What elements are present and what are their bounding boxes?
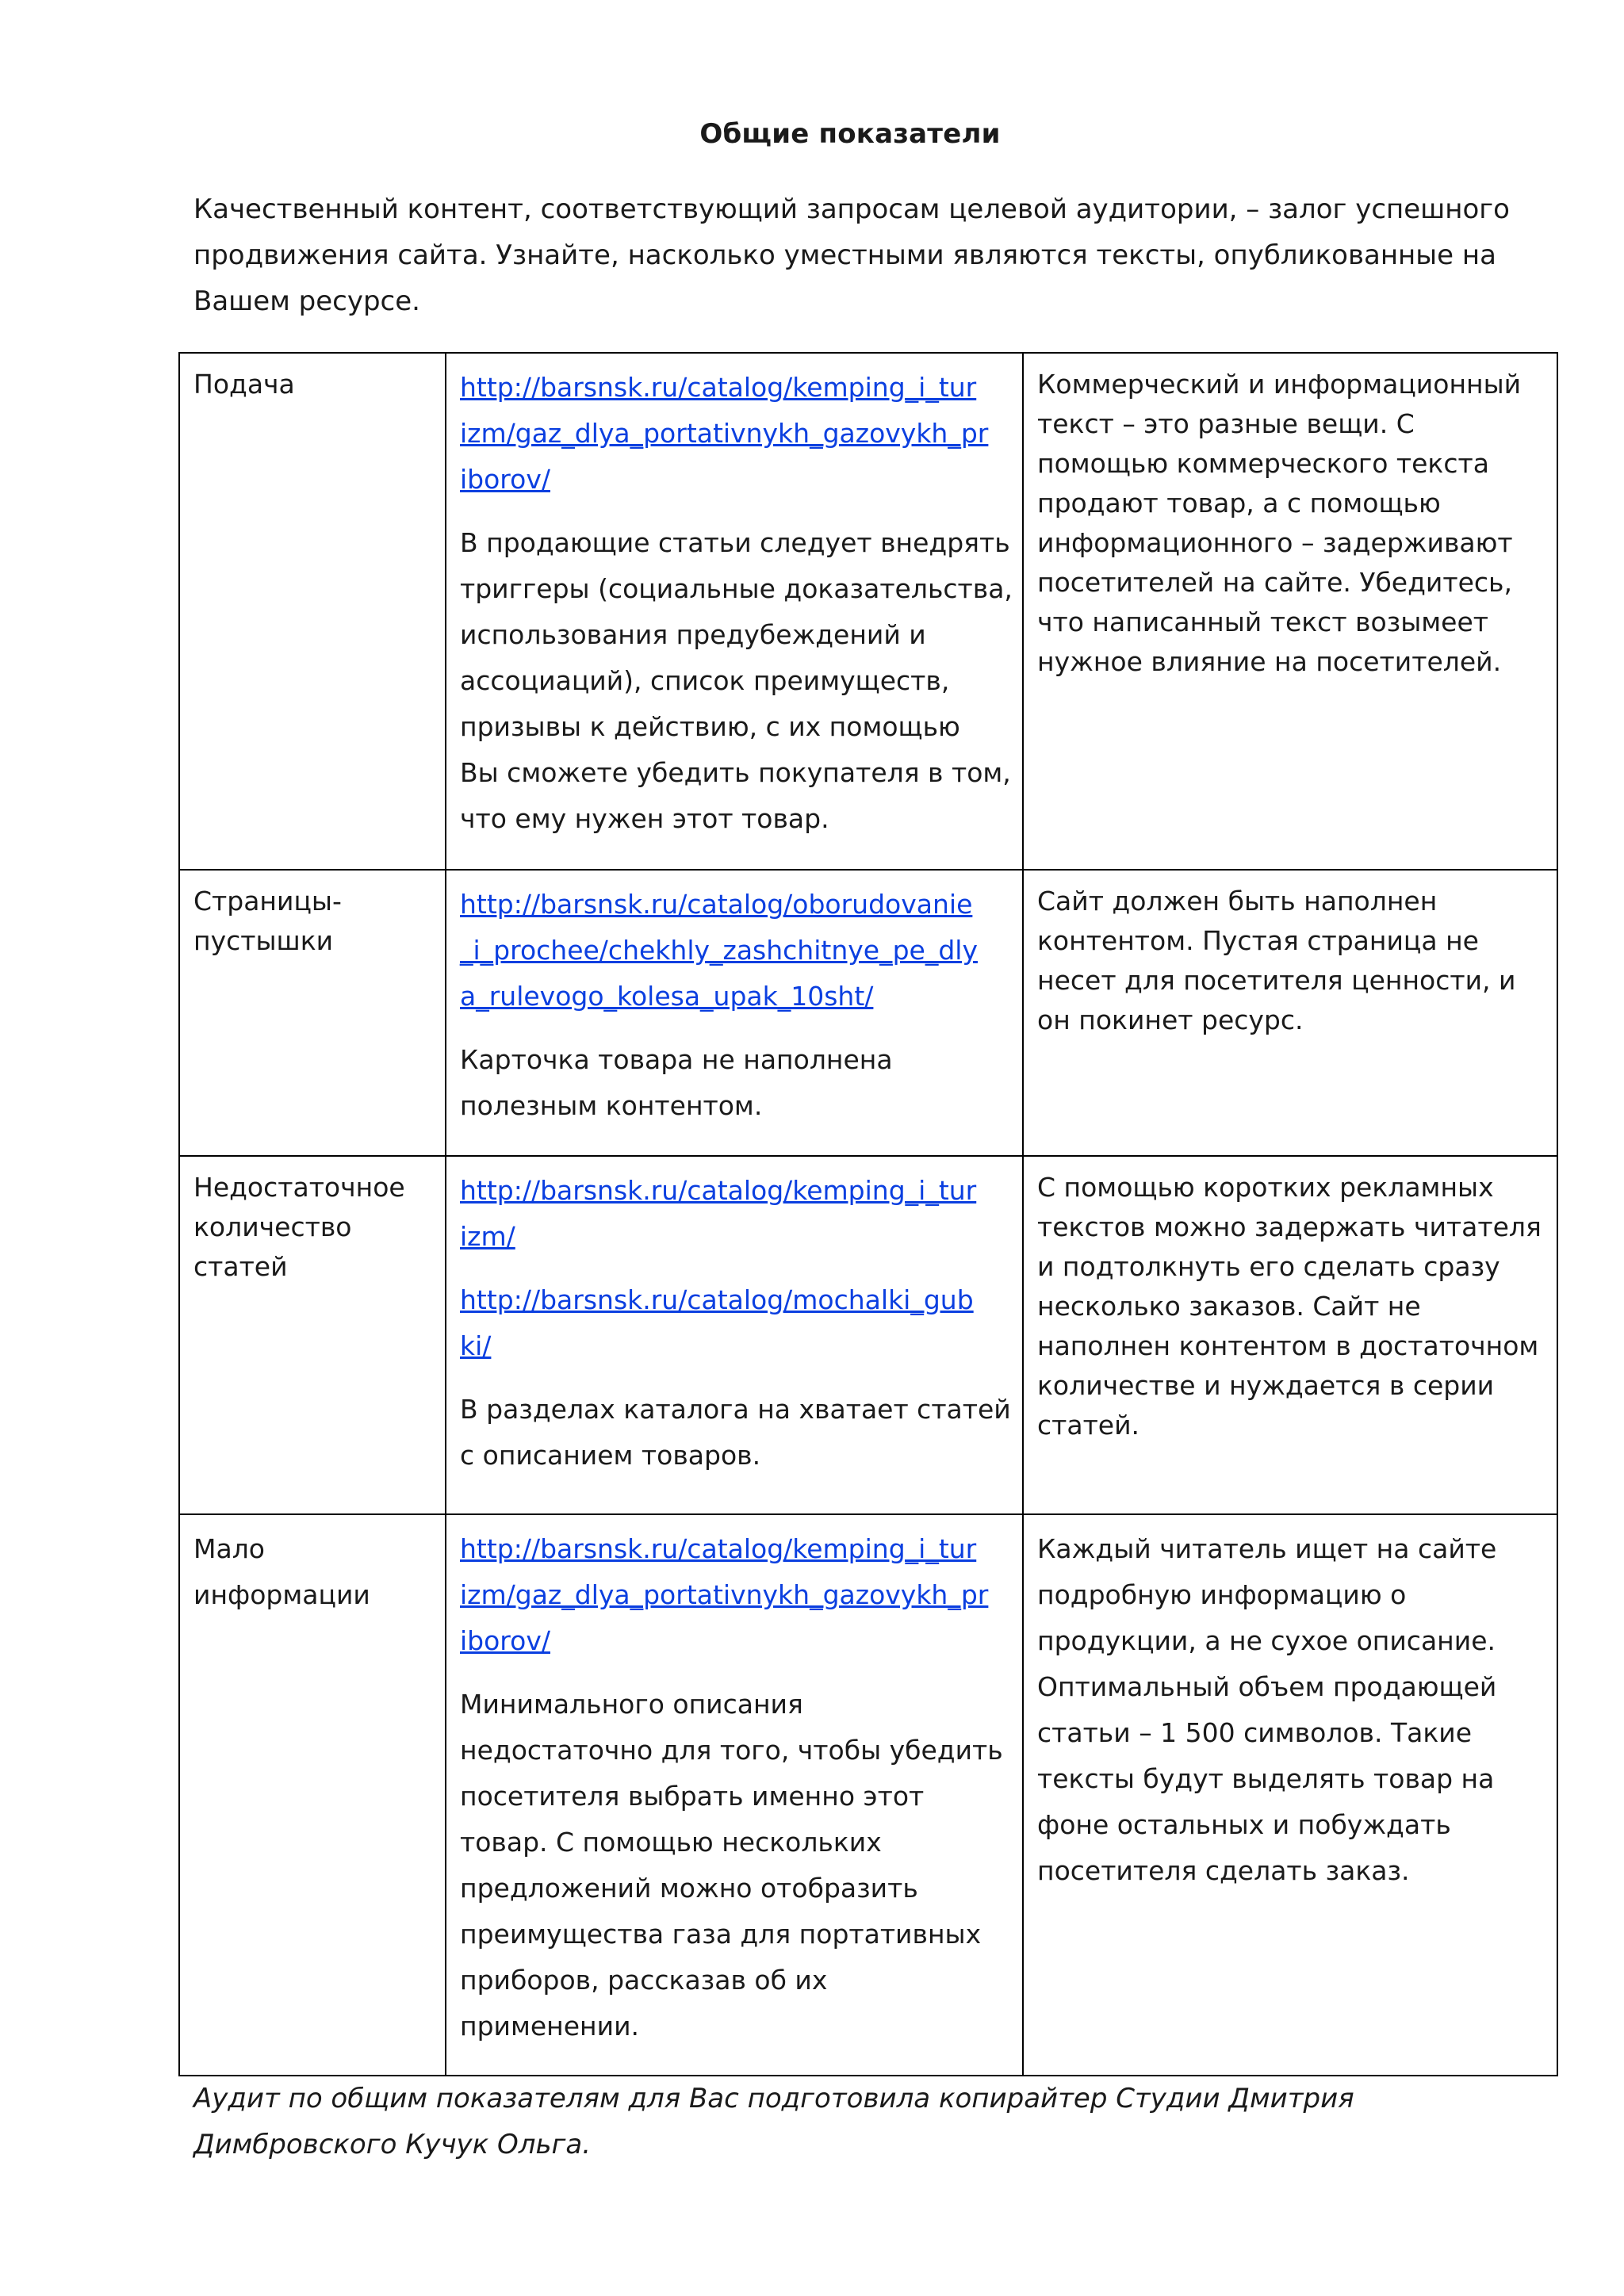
url-link[interactable]: http://barsnsk.ru/catalog/oborudovanie _i_prochee/chekhly_zashchitnye_pe_dly a_rulevogo_kolesa_upak_10sht/: [460, 889, 978, 1012]
category-text: информации: [193, 1579, 370, 1610]
details-cell: [446, 1514, 1023, 2076]
table-row: [179, 1156, 1557, 1514]
intro-paragraph: [193, 186, 1549, 324]
category-cell: [179, 870, 446, 1156]
category-text: пустышки: [193, 925, 334, 956]
intro-line: Вашем ресурсе.: [193, 285, 420, 317]
url-link[interactable]: http://barsnsk.ru/catalog/kemping_i_tur izm/gaz_dlya_portativnykh_gazovykh_pr iborov/: [460, 372, 989, 495]
intro-line: Качественный контент, соответствующий запросам целевой аудитории, – залог успешного: [193, 193, 1510, 225]
url-link[interactable]: http://barsnsk.ru/catalog/kemping_i_tur izm/: [460, 1175, 977, 1252]
details-cell: [446, 1156, 1023, 1514]
note-text: Карточка товара не наполнена полезным контентом.: [460, 1044, 893, 1121]
category-text: Подача: [193, 369, 295, 400]
category-text: Страницы-: [193, 886, 342, 916]
comment-cell: С помощью коротких рекламных текстов можно задержать читателя и подтолкнуть его сделать сразу несколько заказов. Сайт не наполнен контентом в достаточном количестве и нуждается в серии статей.: [1023, 1156, 1557, 1514]
footer-line: Аудит по общим показателям для Вас подготовила копирайтер Студии Дмитрия: [193, 2083, 1354, 2114]
comment-cell: Каждый читатель ищет на сайте подробную информацию о продукции, а не сухое описание. Оптимальный объем продающей статьи – 1 500 символов. Такие тексты будут выделять товар на фоне остальных и побуждать посетителя сделать заказ.: [1023, 1514, 1557, 2076]
category-text: количество: [193, 1211, 352, 1242]
comment-cell: Сайт должен быть наполнен контентом. Пустая страница не несет для посетителя ценности, и он покинет ресурс.: [1023, 870, 1557, 1156]
category-text: Мало: [193, 1533, 265, 1564]
footer-signature: [193, 2076, 1549, 2168]
note-text: Минимального описания недостаточно для того, чтобы убедить посетителя выбрать именно этот товар. С помощью нескольких предложений можно отобразить преимущества газа для портативных приборов, рассказав об их применении.: [460, 1689, 1003, 2042]
url-link[interactable]: http://barsnsk.ru/catalog/mochalki_gub ki/: [460, 1284, 974, 1361]
table-row: [179, 1514, 1557, 2076]
table-row: [179, 353, 1557, 870]
details-cell: [446, 353, 1023, 870]
page-title: Общие показатели: [699, 118, 1001, 150]
intro-line: продвижения сайта. Узнайте, насколько уместными являются тексты, опубликованные на: [193, 239, 1496, 271]
note-text: В разделах каталога на хватает статей с описанием товаров.: [460, 1394, 1011, 1471]
category-cell: [179, 1514, 446, 2076]
url-link[interactable]: http://barsnsk.ru/catalog/kemping_i_tur izm/gaz_dlya_portativnykh_gazovykh_pr iborov/: [460, 1533, 989, 1656]
category-cell: [179, 1156, 446, 1514]
note-text: В продающие статьи следует внедрять триггеры (социальные доказательства, использования предубеждений и ассоциаций), список преимуществ, призывы к действию, с их помощью Вы сможете убедить покупателя в том, что ему нужен этот товар.: [460, 527, 1013, 834]
category-text: статей: [193, 1251, 288, 1282]
category-cell: [179, 353, 446, 870]
footer-line: Димбровского Кучук Ольга.: [193, 2129, 592, 2160]
table-row: [179, 870, 1557, 1156]
audit-table: [178, 352, 1558, 2076]
comment-cell: Коммерческий и информационный текст – это разные вещи. С помощью коммерческого текста продают товар, а с помощью информационного – задерживают посетителей на сайте. Убедитесь, что написанный текст возымеет нужное влияние на посетителей.: [1023, 353, 1557, 870]
details-cell: [446, 870, 1023, 1156]
category-text: Недостаточное: [193, 1172, 405, 1203]
